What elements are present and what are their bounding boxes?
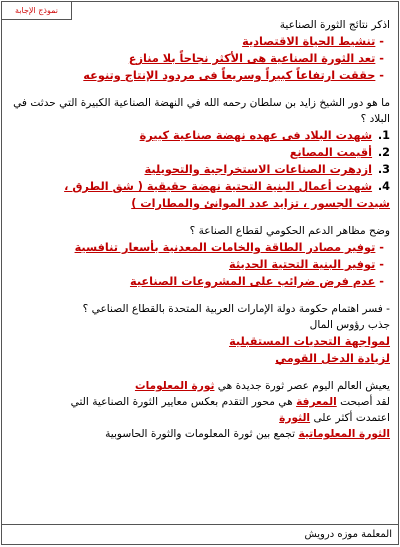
q3-answer-1: - توفير مصادر الطاقة والخامات المعدنية بأسعار تنافسية xyxy=(74,241,384,254)
question-2: ما هو دور الشيخ زايد بن سلطان رحمه الله في النهضة الصناعية الكبيرة التي حدثت في البلاد ؟ xyxy=(13,97,390,125)
q3-answer-3: - عدم فرض ضرائب على المشروعات الصناعية xyxy=(129,275,384,288)
q4-answer-1: لمواجهة التحديات المستقبلية xyxy=(229,335,390,348)
question-1: اذكر نتائج الثورة الصناعية xyxy=(279,19,390,31)
q1-answer-1: - تنشيط الحياة الاقتصادية xyxy=(242,35,384,48)
q1-answer-3: - حققت ارتفاعاً كبيراً وسريعاً فى مردود الإنتاج وتنوعه xyxy=(83,69,384,82)
question-3: وضح مظاهر الدعم الحكومي لقطاع الصناعة ؟ xyxy=(189,225,390,237)
worksheet-content xyxy=(8,17,390,442)
paragraph-line-3: اعتمدت أكثر على الثورة xyxy=(279,412,390,424)
q3-answer-2: - توفير البنية التحتية الحديثة xyxy=(228,258,384,271)
q1-answer-2: - تعد الثورة الصناعية هى الأكثر نجاحاً بلا منازع xyxy=(128,52,384,65)
question-4: - فسر اهتمام حكومة دولة الإمارات العربية المتحدة بالقطاع الصناعي ؟ xyxy=(82,303,390,315)
paragraph-line-4: الثورة المعلوماتية تجمع بين ثورة المعلومات والثورة الحاسوبية xyxy=(105,428,390,440)
answer-key-tag: نموذج الإجابة xyxy=(2,2,72,20)
q2-answer-2: 2. أقيمت المصانع xyxy=(289,146,390,159)
q2-answer-1: 1. شهدت البلاد فى عهده نهضة صناعية كبيرة xyxy=(139,129,390,142)
q2-answer-4: 4. شهدت أعمال البنية التحتية نهضة حقيقية ( شق الطرق ، شيدت الجسور ، تزايد عدد الموانئ والمطارات ) xyxy=(64,180,390,210)
worksheet-page xyxy=(1,1,399,545)
q4-answer-2: لزيادة الدخل القومي xyxy=(275,352,390,365)
question-4-sub: جذب رؤوس المال xyxy=(309,319,390,331)
paragraph-line-2: لقد أصبحت المعرفة هي محور التقدم بعكس معايير الثورة الصناعية التي xyxy=(70,396,390,408)
paragraph-line-1: يعيش العالم اليوم عصر ثورة جديدة هي ثورة المعلومات xyxy=(134,380,390,392)
q2-answer-3: 3. ازدهرت الصناعات الاستخراجية والتحويلية xyxy=(144,163,390,176)
teacher-footer: المعلمة موزه درويش xyxy=(2,524,398,544)
